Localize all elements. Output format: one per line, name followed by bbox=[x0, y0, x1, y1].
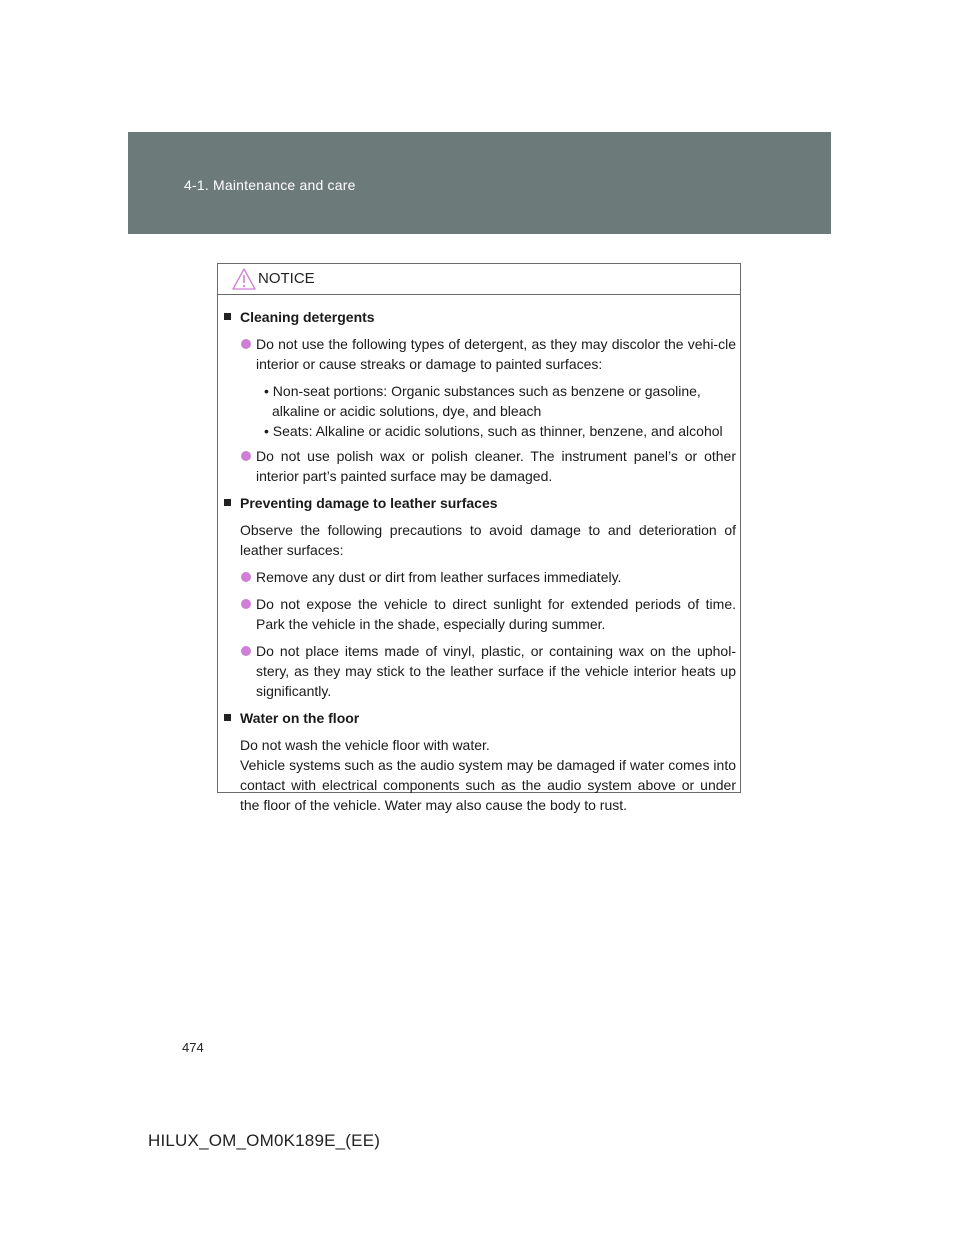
page-number: 474 bbox=[182, 1040, 204, 1055]
circle-bullet-icon bbox=[241, 646, 251, 656]
heading-text: Cleaning detergents bbox=[240, 309, 375, 325]
notice-body bbox=[218, 295, 740, 815]
section-title: 4-1. Maintenance and care bbox=[184, 177, 356, 193]
circle-bullet-icon bbox=[241, 599, 251, 609]
notice-box bbox=[217, 263, 741, 813]
sub-item: • Seats: Alkaline or acidic solutions, such as thinner, benzene, and alcohol bbox=[264, 423, 723, 439]
sub-list bbox=[224, 381, 736, 441]
sub-item: • Non-seat portions: Organic substances such as benzene or gasoline, alkaline or acidic solutions, dye, and bleach bbox=[264, 383, 701, 419]
bullet-text: Do not place items made of vinyl, plastic, or containing wax on the uphol-stery, as they may stick to the leather surface if the vehicle interior heats up significantly. bbox=[256, 643, 736, 699]
list-item bbox=[224, 446, 736, 486]
square-bullet-icon bbox=[224, 313, 231, 320]
header-band bbox=[128, 132, 831, 234]
list-item bbox=[224, 641, 736, 701]
circle-bullet-icon bbox=[241, 572, 251, 582]
warning-triangle-icon bbox=[232, 268, 256, 290]
circle-bullet-icon bbox=[241, 339, 251, 349]
bullet-text: Do not use polish wax or polish cleaner. The instrument panel’s or other interior part’s painted surface may be damaged. bbox=[256, 448, 736, 484]
list-item bbox=[224, 567, 736, 587]
section-heading bbox=[224, 708, 736, 728]
heading-text: Preventing damage to leather surfaces bbox=[240, 495, 498, 511]
square-bullet-icon bbox=[224, 714, 231, 721]
paragraph-line: Do not wash the vehicle floor with water. bbox=[240, 737, 490, 753]
notice-title: NOTICE bbox=[258, 270, 315, 287]
list-item bbox=[224, 334, 736, 374]
list-item bbox=[224, 594, 736, 634]
heading-text: Water on the floor bbox=[240, 710, 360, 726]
footer-code: HILUX_OM_OM0K189E_(EE) bbox=[148, 1131, 381, 1150]
section-heading bbox=[224, 493, 736, 513]
paragraph-line: Vehicle systems such as the audio system may be damaged if water comes into contact with electrical components such as the audio system above or under the floor of the vehicle. Water may also cause the body to rust. bbox=[240, 757, 736, 813]
section-heading bbox=[224, 307, 736, 327]
notice-header bbox=[218, 264, 740, 295]
bullet-text: Do not expose the vehicle to direct sunlight for extended periods of time. Park the vehicle in the shade, especially during summer. bbox=[256, 596, 736, 632]
bullet-text: Do not use the following types of detergent, as they may discolor the vehi-cle interior or cause streaks or damage to painted surfaces: bbox=[256, 336, 736, 372]
circle-bullet-icon bbox=[241, 451, 251, 461]
square-bullet-icon bbox=[224, 499, 231, 506]
bullet-text: Remove any dust or dirt from leather surfaces immediately. bbox=[256, 569, 622, 585]
section-intro: Observe the following precautions to avoid damage to and deterioration of leather surfaces: bbox=[240, 522, 736, 558]
